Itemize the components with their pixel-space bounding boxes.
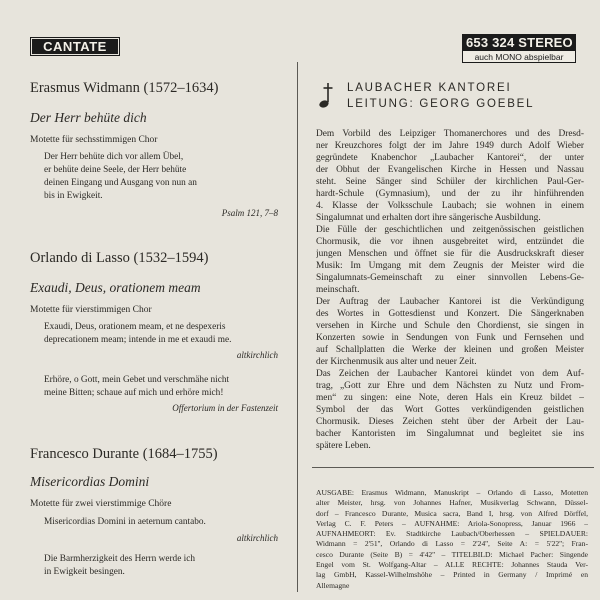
choir-description	[316, 128, 584, 452]
description-line: der Obhut der Evangelischen Kirche in Hessen und Nassau	[316, 165, 584, 175]
lyric-line: Misericordias Domini in aeternum cantabo.	[44, 517, 206, 527]
source-lasso-1: altkirchlich	[236, 350, 278, 360]
composer-lasso: Orlando di Lasso (1532–1594)	[30, 250, 209, 266]
description-line: gegründete Knabenchor „Laubacher Kantorei“, der unter	[316, 153, 584, 163]
lyric-line: bis in Ewigkeit.	[44, 191, 103, 201]
description-line: Konzerten sowie in Sendungen von Funk und Fernsehen und	[316, 333, 584, 343]
description-line: der Kirchenmusik aus alter und neuer Zeit.	[316, 357, 477, 367]
description-line: Symbol der das Wort Gottes verkündigenden geistlichen	[316, 405, 584, 415]
description-line: Der Auftrag der Laubacher Kantorei ist die Verkündigung	[316, 297, 584, 307]
choir-director: LEITUNG: GEORG GOEBEL	[347, 98, 535, 110]
credit-line: AUFNAHMEORT: Ev. Stadtkirche Laubach/Oberhessen – SPIELDAUER:	[316, 529, 588, 539]
description-line: des Wortes in Gottesdienst und Konzert. Die Sängerknaben	[316, 309, 584, 319]
work-subtitle-lasso: Motette für vierstimmigen Chor	[30, 305, 152, 315]
lyric-line: er behüte deine Seele, der Herr behüte	[44, 165, 187, 175]
credit-line: dorf – Francesco Durante, Musica sacra, Band I, hrsg. von Alfred Dörffel,	[316, 508, 588, 518]
credits-divider	[312, 467, 594, 468]
description-line: Musik: Im Umgang mit dem Zeugnis der Meister wird die	[316, 261, 584, 271]
work-title-durante: Misericordias Domini	[30, 474, 150, 489]
lyrics-lasso-german	[44, 374, 280, 400]
lyric-line: Exaudi, Deus, orationem meam, et ne despexeris	[44, 322, 226, 332]
mono-note: auch MONO abspielbar	[462, 50, 576, 63]
work-subtitle-durante: Motette für zwei vierstimmige Chöre	[30, 499, 172, 509]
description-line: Chormusik, die vor ihnen ausgebreitet wird, entzündet die	[316, 237, 584, 247]
lyric-line: Erhöre, o Gott, mein Gebet und verschmähe nicht	[44, 375, 230, 385]
work-title-lasso: Exaudi, Deus, orationem meam	[30, 280, 201, 295]
credit-line: AUSGABE: Erasmus Widmann, Manuskript – Orlando di Lasso, Motetten	[316, 488, 588, 497]
description-line: hardt-Schule (Gymnasium), und der zu ihr hinführenden	[316, 189, 584, 199]
credit-line: lag GmbH, Kassel-Wilhelmshöhe – Printed in Germany / Imprimé en	[316, 570, 588, 580]
credits-text	[316, 488, 588, 591]
source-durante: altkirchlich	[236, 533, 278, 543]
composer-durante: Francesco Durante (1684–1755)	[30, 446, 218, 462]
lyrics-durante-german	[44, 553, 280, 579]
description-line: meinschaft.	[316, 285, 360, 295]
lyric-line: Der Herr behüte dich vor allem Übel,	[44, 152, 184, 162]
source-lasso-2: Offertorium in der Fastenzeit	[172, 403, 278, 413]
work-title-widmann: Der Herr behüte dich	[30, 110, 147, 125]
description-line: Singalumnat und erhalten dort ihre sängerische Ausbildung.	[316, 213, 541, 223]
credit-line: Engel vom St. Wolfgang-Altar – ALLE RECHTE: Johannes Stauda Ver-	[316, 560, 588, 570]
lyrics-lasso-latin	[44, 321, 280, 347]
catalog-number-badge	[462, 34, 576, 64]
catalog-number: 653 324 STEREO	[462, 34, 576, 50]
cantate-logo: CANTATE	[30, 37, 120, 56]
description-line: Dem Vorbild des Leipziger Thomanerchores und des Dresd-	[316, 129, 584, 139]
work-subtitle-widmann: Motette für sechsstimmigen Chor	[30, 135, 158, 145]
description-line: trag, „Gott zur Ehre und dem Nächsten zu Nutz und From-	[316, 381, 584, 391]
credit-line: Widmann = 2'51'', Orlando di Lasso = 2'24'', Seite A: = 5'22''; Fran-	[316, 539, 588, 549]
composer-widmann: Erasmus Widmann (1572–1634)	[30, 80, 219, 96]
credit-line: Verlag C. F. Peters – AUFNAHME: Ariola-Sonopress, Januar 1966 –	[316, 518, 588, 528]
description-line: auf Schallplatten die Werke der kleinen und großen Meister	[316, 345, 584, 355]
column-divider	[297, 62, 298, 592]
choir-name: LAUBACHER KANTOREI	[347, 82, 512, 94]
description-line: steht. Seine Sänger sind Schüler der kirchlichen Paul-Ger-	[316, 177, 584, 187]
lyric-line: Die Barmherzigkeit des Herrn werde ich	[44, 554, 196, 564]
lyrics-durante-latin	[44, 516, 280, 529]
note-cross-icon	[318, 82, 334, 110]
description-line: ner Kreuzchores folgt der im Jahre 1949 durch Adolf Wieber	[316, 141, 584, 151]
description-line: jungen Menschen und öffnet sie für die Ausdruckskraft dieser	[316, 249, 584, 259]
description-line: bacher Kantoristen im Singalumnat und begleitet sie ins	[316, 429, 584, 439]
lyric-line: deinen Eingang und Ausgang von nun an	[44, 178, 197, 188]
credit-line: alter Meister, hrsg. von Johannes Hafner, Musikverlag Schwann, Düssel-	[316, 498, 588, 508]
credit-line: cesco Durante (Seite B) = 4'42'' – TITELBILD: Michael Pacher: Singende	[316, 549, 588, 559]
description-line: Singalumnats-Gemeinschaft zu einer sinnvollen Lebens-Ge-	[316, 273, 584, 283]
description-line: Das Zeichen der Laubacher Kantorei kündet von dem Auf-	[316, 369, 584, 379]
credit-line: Allemagne	[316, 580, 350, 590]
lyric-line: in Ewigkeit besingen.	[44, 567, 125, 577]
description-line: spätere Leben.	[316, 441, 371, 451]
lyric-line: deprecationem meam; intende in me et exaudi me.	[44, 335, 232, 345]
description-line: Chormusik. Dieses Zeichen steht über der Arbeit der Lau-	[316, 417, 584, 427]
lyrics-widmann	[44, 151, 280, 203]
description-line: 4. Klasse der Volksschule Laubach; sie wohnen in einem	[316, 201, 584, 211]
source-widmann: Psalm 121, 7–8	[221, 208, 278, 218]
lyric-line: meine Bitten; schaue auf mich und erhöre mich!	[44, 388, 224, 398]
description-line: versehen in Kirche und Schule den Chordienst, sie singen in	[316, 321, 584, 331]
description-line: men“ zu singen: eine Note, deren Hals ein Kreuz bildet –	[316, 393, 584, 403]
description-line: Die Fülle der geschichtlichen und zeitgenössischen geistlichen	[316, 225, 584, 235]
